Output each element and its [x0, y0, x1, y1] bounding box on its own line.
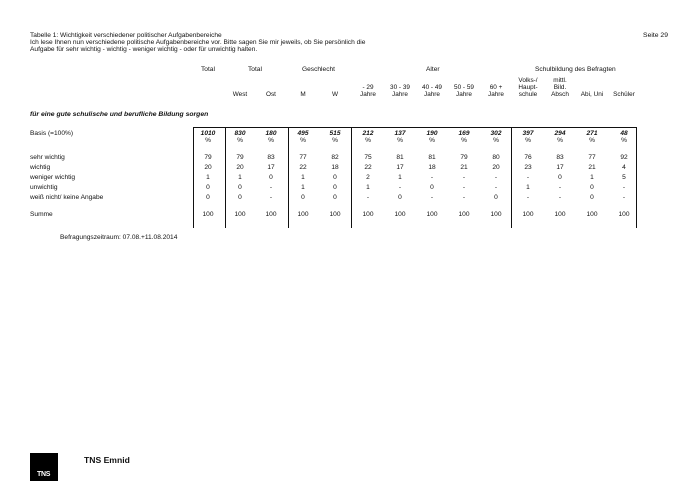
table-row-cell: 75 — [364, 154, 372, 161]
table-row-cell: 0 — [206, 184, 210, 191]
table-row-cell: 23 — [524, 164, 532, 171]
table-row-cell: - — [462, 194, 466, 201]
summe-row-cell: 100 — [522, 211, 534, 218]
table-row-cell: 20 — [204, 164, 212, 171]
table-row-cell: 76 — [524, 154, 532, 161]
table-row-label: unwichtig — [30, 184, 58, 191]
column-subheader: Schüler — [613, 91, 635, 98]
table-row-cell: 17 — [556, 164, 564, 171]
table-row-cell: 0 — [398, 194, 402, 201]
table-row-cell: 20 — [492, 164, 500, 171]
column-subheader: 50 - 59 Jahre — [454, 84, 474, 98]
table-row-cell: - — [430, 174, 434, 181]
table-row-cell: 0 — [238, 194, 242, 201]
summe-row-label: Summe — [30, 211, 53, 218]
group-alter: Alter — [426, 66, 440, 73]
column-subheader: West — [232, 91, 248, 98]
table-row-cell: 0 — [590, 184, 594, 191]
table-row-cell: - — [269, 184, 273, 191]
table-row-cell: 17 — [396, 164, 404, 171]
summe-row-cell: 100 — [586, 211, 598, 218]
table-row-cell: 18 — [331, 164, 339, 171]
basis-cell: 830 % — [234, 130, 246, 144]
tns-logo-text: TNS — [37, 471, 51, 478]
table-row-cell: 79 — [236, 154, 244, 161]
table-row-cell: 1 — [206, 174, 210, 181]
group-schulbildung: Schulbildung des Befragten — [535, 66, 616, 73]
table-row-cell: - — [269, 194, 273, 201]
basis-cell: 212 % — [362, 130, 374, 144]
table-row-label: wichtig — [30, 164, 51, 171]
brand-name: TNS Emnid — [84, 455, 130, 465]
summe-row-cell: 100 — [362, 211, 374, 218]
column-subheader: Abi, Uni — [580, 91, 604, 98]
summe-row-cell: 100 — [329, 211, 341, 218]
column-subheader: mittl. Bild. Absch — [551, 77, 569, 98]
table-row-cell: 1 — [238, 174, 242, 181]
table-row-cell: 80 — [492, 154, 500, 161]
basis-label: Basis (=100%) — [30, 130, 74, 137]
table-row-cell: 20 — [236, 164, 244, 171]
group-total-regional: Total — [248, 66, 262, 73]
table-row-label: weniger wichtig — [30, 174, 76, 181]
table-row-cell: 79 — [460, 154, 468, 161]
table-row-cell: 0 — [333, 194, 337, 201]
table-row-cell: - — [366, 194, 370, 201]
basis-cell: 48 % — [620, 130, 628, 144]
table-row-cell: 1 — [301, 174, 305, 181]
summe-row-cell: 100 — [202, 211, 214, 218]
table-border-right — [636, 127, 637, 228]
table-row-cell: 1 — [526, 184, 530, 191]
table-row-cell: 0 — [494, 194, 498, 201]
page-number: Seite 29 — [643, 32, 668, 39]
table-title-block — [30, 32, 550, 54]
table-row-cell: - — [430, 194, 434, 201]
summe-row-cell: 100 — [490, 211, 502, 218]
basis-cell: 169 % — [458, 130, 470, 144]
table-row-cell: 77 — [299, 154, 307, 161]
group-geschlecht: Geschlecht — [302, 66, 335, 73]
basis-cell: 137 % — [394, 130, 406, 144]
table-title: Tabelle 1: Wichtigkeit verschiedener politischer Aufgabenbereiche — [30, 32, 222, 39]
table-row-cell: - — [494, 174, 498, 181]
table-row-label: weiß nicht/ keine Angabe — [30, 194, 104, 201]
table-row-cell: 0 — [238, 184, 242, 191]
divider-age — [511, 127, 512, 228]
table-row-cell: - — [462, 174, 466, 181]
column-subheader: Volks-/ Haupt- schule — [518, 77, 538, 98]
table-row-cell: 0 — [301, 194, 305, 201]
table-row-cell: - — [526, 174, 530, 181]
summe-row-cell: 100 — [234, 211, 246, 218]
table-row-cell: 2 — [366, 174, 370, 181]
table-row-cell: 17 — [267, 164, 275, 171]
table-row-cell: 4 — [622, 164, 626, 171]
table-row-cell: - — [526, 194, 530, 201]
table-row-cell: 0 — [333, 174, 337, 181]
table-row-cell: 1 — [590, 174, 594, 181]
column-subheader: W — [331, 91, 339, 98]
table-row-cell: 21 — [588, 164, 596, 171]
column-subheader: 40 - 49 Jahre — [422, 84, 442, 98]
table-row-cell: 1 — [301, 184, 305, 191]
table-row-cell: 81 — [428, 154, 436, 161]
basis-cell: 1010 % — [200, 130, 216, 144]
summe-row-cell: 100 — [618, 211, 630, 218]
table-row-cell: 0 — [269, 174, 273, 181]
basis-cell: 271 % — [586, 130, 598, 144]
table-row-cell: - — [462, 184, 466, 191]
column-subheader: - 29 Jahre — [360, 84, 376, 98]
table-row-cell: - — [494, 184, 498, 191]
table-row-cell: - — [622, 194, 626, 201]
group-total: Total — [201, 66, 215, 73]
summe-row-cell: 100 — [265, 211, 277, 218]
column-subheader: Ost — [266, 91, 276, 98]
table-row-cell: 0 — [333, 184, 337, 191]
basis-cell: 397 % — [522, 130, 534, 144]
table-row-cell: 22 — [364, 164, 372, 171]
table-row-cell: 1 — [398, 174, 402, 181]
table-row-cell: - — [558, 184, 562, 191]
table-row-cell: - — [622, 184, 626, 191]
column-subheader: 30 - 39 Jahre — [390, 84, 410, 98]
table-border-left — [193, 127, 194, 228]
table-row-cell: 1 — [366, 184, 370, 191]
table-row-cell: 0 — [430, 184, 434, 191]
table-row-label: sehr wichtig — [30, 154, 65, 161]
table-row-cell: 5 — [622, 174, 626, 181]
table-row-cell: 79 — [204, 154, 212, 161]
summe-row-cell: 100 — [297, 211, 309, 218]
table-row-cell: 0 — [558, 174, 562, 181]
basis-cell: 302 % — [490, 130, 502, 144]
table-row-cell: 77 — [588, 154, 596, 161]
table-row-cell: 18 — [428, 164, 436, 171]
table-row-cell: 92 — [620, 154, 628, 161]
summe-row-cell: 100 — [554, 211, 566, 218]
table-top-rule — [193, 127, 636, 128]
summe-row-cell: 100 — [426, 211, 438, 218]
table-row-cell: 22 — [299, 164, 307, 171]
divider-total — [225, 127, 226, 228]
basis-cell: 180 % — [265, 130, 277, 144]
table-row-cell: 83 — [267, 154, 275, 161]
table-row-cell: 81 — [396, 154, 404, 161]
table-row-cell: - — [398, 184, 402, 191]
survey-period: Befragungszeitraum: 07.08.+11.08.2014 — [60, 234, 178, 241]
question-line-2: Aufgabe für sehr wichtig - wichtig - weniger wichtig - oder für unwichtig halten. — [30, 46, 258, 54]
table-row-cell: 21 — [460, 164, 468, 171]
summe-row-cell: 100 — [458, 211, 470, 218]
column-subheader: 60 + Jahre — [488, 84, 504, 98]
table-row-cell: 0 — [206, 194, 210, 201]
basis-cell: 190 % — [426, 130, 438, 144]
column-subheader: M — [300, 91, 306, 98]
basis-cell: 495 % — [297, 130, 309, 144]
divider-region — [288, 127, 289, 228]
table-row-cell: 83 — [556, 154, 564, 161]
section-title: für eine gute schulische und berufliche Bildung sorgen — [30, 111, 209, 118]
table-row-cell: - — [558, 194, 562, 201]
table-row-cell: 0 — [590, 194, 594, 201]
basis-cell: 515 % — [329, 130, 341, 144]
table-row-cell: 82 — [331, 154, 339, 161]
summe-row-cell: 100 — [394, 211, 406, 218]
basis-cell: 294 % — [554, 130, 566, 144]
divider-gender — [351, 127, 352, 228]
question-line-1: Ich lese Ihnen nun verschiedene politische Aufgabenbereiche vor. Bitte sagen Sie mir jeweils, ob Sie persönlich die — [30, 39, 366, 47]
